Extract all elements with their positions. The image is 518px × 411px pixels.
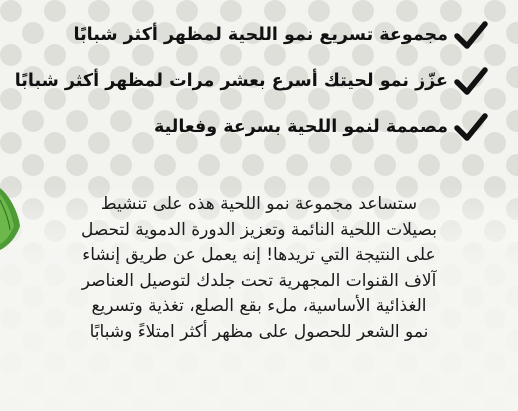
- description-line: على النتيجة التي تريدها! إنه يعمل عن طريق إنشاء: [82, 245, 436, 265]
- description-line: نمو الشعر للحصول على مظهر أكثر امتلاءً وشبابًا: [89, 321, 429, 342]
- feature-item: [0, 104, 518, 150]
- description-line: الغذائية الأساسية، ملء بقع الصلع، تغذية وتسريع: [91, 296, 427, 316]
- description-line: ستساعد مجموعة نمو اللحية هذه على تنشيط: [100, 194, 418, 214]
- checkmark-icon: [454, 18, 488, 52]
- product-description: [0, 192, 518, 345]
- feature-item: [0, 12, 518, 58]
- feature-list: [0, 12, 518, 150]
- description-line: آلاف القنوات المجهرية تحت جلدك لتوصيل العناصر: [81, 270, 437, 291]
- feature-text: مصممة لنمو اللحية بسرعة وفعالية: [154, 117, 448, 137]
- feature-text: عزّز نمو لحيتك أسرع بعشر مرات لمظهر أكثر شبابًا: [14, 71, 448, 91]
- description-line: بصيلات اللحية النائمة وتعزيز الدورة الدموية لتحصل: [80, 219, 438, 240]
- feature-text: مجموعة تسريع نمو اللحية لمظهر أكثر شبابًا: [73, 25, 448, 45]
- checkmark-icon: [454, 64, 488, 98]
- feature-item: [0, 58, 518, 104]
- checkmark-icon: [454, 110, 488, 144]
